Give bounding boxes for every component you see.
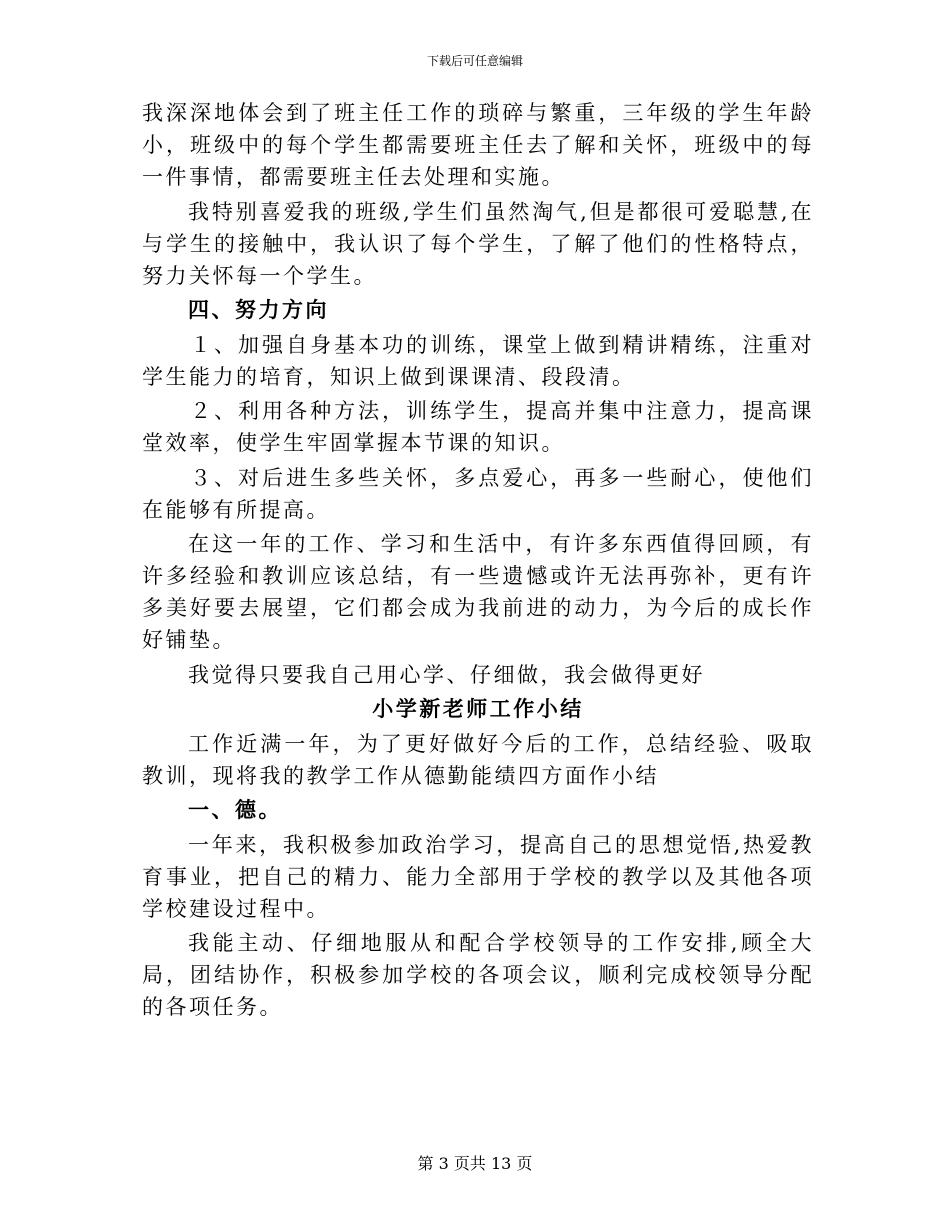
paragraph: 我深深地体会到了班主任工作的琐碎与繁重，三年级的学生年龄小，班级中的每个学生都需要班主任去了解和关怀，班级中的每一件事情，都需要班主任去处理和实施。 (142, 101, 814, 189)
numbered-item: ２、利用各种方法，训练学生，提高并集中注意力，提高课堂效率，使学生牢固掌握本节课的知识。 (142, 399, 814, 455)
numbered-item: ３、对后进生多些关怀，多点爱心，再多一些耐心，使他们在能够有所提高。 (142, 465, 814, 522)
paragraph: 我觉得只要我自己用心学、仔细做，我会做得更好 (188, 662, 705, 687)
paragraph: 我特别喜爱我的班级,学生们虽然淘气,但是都很可爱聪慧,在与学生的接触中，我认识了每个学生，了解了他们的性格特点，努力关怀每一个学生。 (142, 199, 814, 288)
page-footer: 第 3 页共 13 页 (417, 1154, 533, 1173)
section-heading: 四、努力方向 (188, 297, 329, 322)
paragraph: 一年来，我积极参加政治学习，提高自己的思想觉悟,热爱教育事业，把自己的精力、能力全部用于学校的教学以及其他各项学校建设过程中。 (142, 832, 814, 921)
numbered-item: １、加强自身基本功的训练，课堂上做到精讲精练，注重对学生能力的培育，知识上做到课课清、段段清。 (142, 332, 814, 389)
document-body (142, 97, 814, 1026)
page-header: 下载后可任意编辑 (426, 54, 523, 68)
section-heading: 一、德。 (188, 797, 282, 822)
paragraph: 我能主动、仔细地服从和配合学校领导的工作安排,顾全大局，团结协作，积极参加学校的各项会议，顺利完成校领导分配的各项任务。 (142, 931, 814, 1019)
paragraph: 在这一年的工作、学习和生活中，有许多东西值得回顾，有许多经验和教训应该总结，有一些遗憾或许无法再弥补，更有许多美好要去展望，它们都会成为我前进的动力，为今后的成长作好铺垫。 (142, 532, 814, 652)
paragraph: 工作近满一年，为了更好做好今后的工作，总结经验、吸取教训，现将我的教学工作从德勤能绩四方面作小结 (142, 731, 814, 788)
document-title: 小学新老师工作小结 (372, 696, 584, 721)
